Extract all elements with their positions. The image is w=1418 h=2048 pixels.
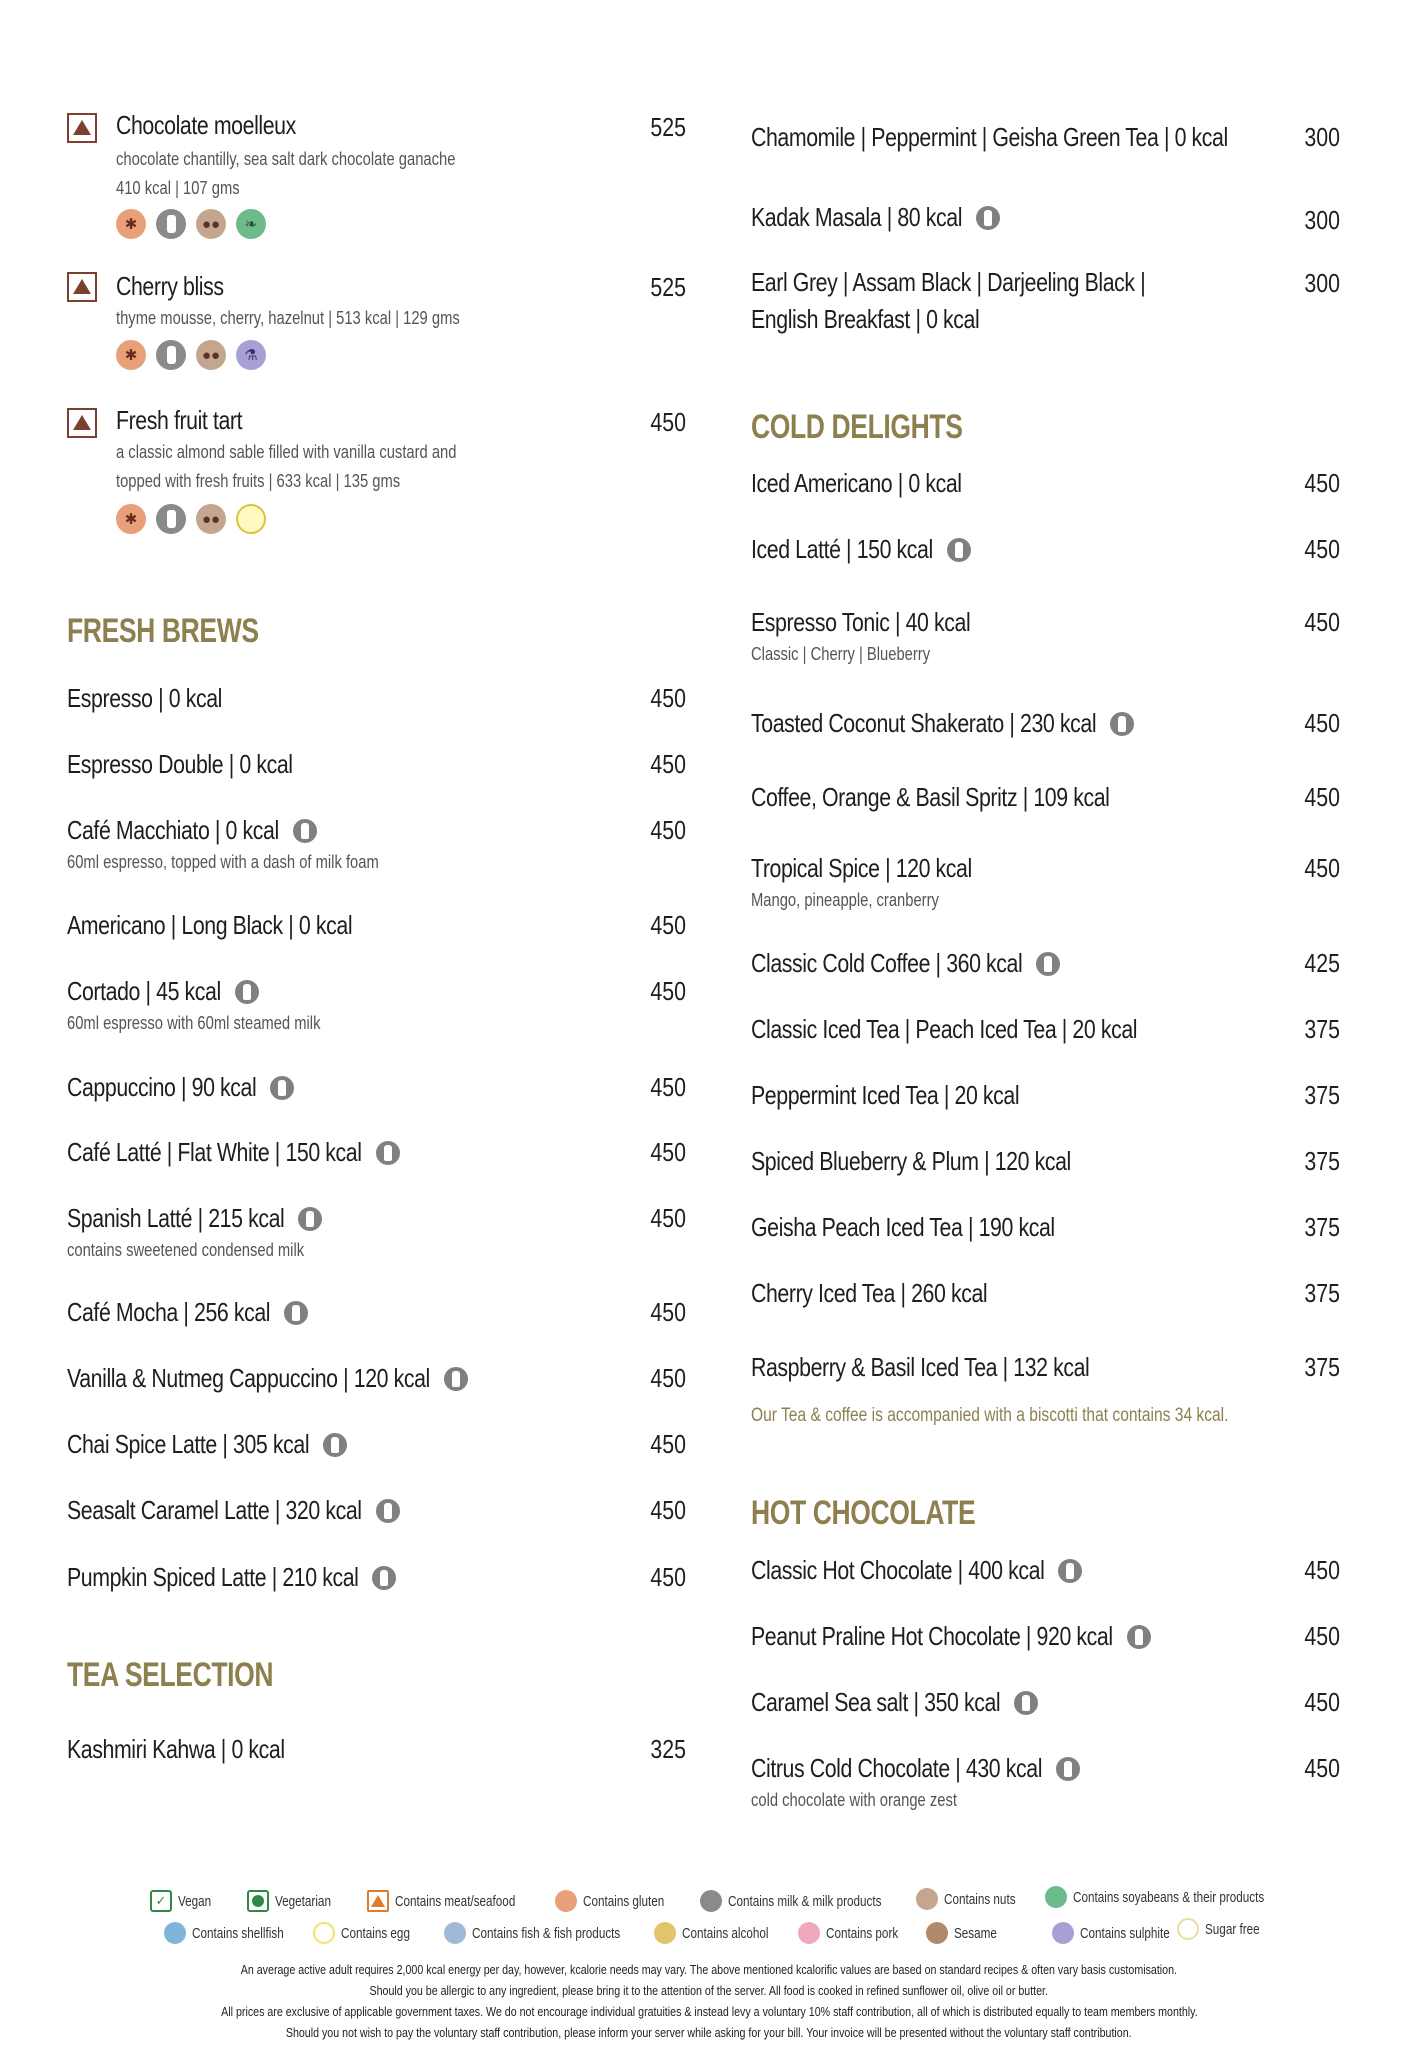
item-name: Peanut Praline Hot Chocolate | 920 kcal bbox=[751, 1621, 1113, 1651]
item-price: 425 bbox=[1304, 948, 1340, 978]
item-price: 375 bbox=[1304, 1014, 1340, 1044]
milk-icon bbox=[976, 206, 1000, 230]
legend-label: Contains fish & fish products bbox=[472, 1924, 621, 1942]
soy-icon bbox=[1045, 1886, 1067, 1908]
item-name: Kashmiri Kahwa | 0 kcal bbox=[67, 1734, 285, 1764]
menu-item bbox=[751, 1014, 1222, 1045]
menu-item bbox=[67, 1072, 298, 1103]
menu-item bbox=[116, 271, 247, 302]
milk-icon bbox=[293, 819, 317, 843]
item-description: thyme mousse, cherry, hazelnut | 513 kcal | 129 gms bbox=[116, 308, 460, 328]
item-price: 300 bbox=[1304, 122, 1340, 152]
menu-item bbox=[116, 110, 335, 141]
item-name: Spanish Latté | 215 kcal bbox=[67, 1203, 285, 1233]
item-price: 450 bbox=[650, 1137, 686, 1167]
milk-icon bbox=[1014, 1691, 1038, 1715]
menu-item bbox=[751, 1352, 1164, 1383]
legend-item-gluten bbox=[555, 1890, 687, 1912]
item-name: Café Latté | Flat White | 150 kcal bbox=[67, 1137, 362, 1167]
menu-item bbox=[67, 1297, 315, 1328]
menu-item bbox=[67, 1562, 422, 1593]
item-name: Spiced Blueberry & Plum | 120 kcal bbox=[751, 1146, 1071, 1176]
item-price: 450 bbox=[650, 683, 686, 713]
biscotti-note: Our Tea & coffee is accompanied with a biscotti that contains 34 kcal. bbox=[751, 1405, 1229, 1426]
legend-label: Contains sulphite bbox=[1080, 1924, 1170, 1942]
legend-label: Contains gluten bbox=[583, 1892, 665, 1910]
item-price: 450 bbox=[650, 1495, 686, 1525]
menu-item bbox=[751, 1212, 1121, 1243]
item-price: 450 bbox=[650, 407, 686, 437]
item-price: 450 bbox=[650, 910, 686, 940]
menu-item bbox=[751, 468, 1008, 499]
menu-item bbox=[67, 910, 415, 941]
item-name: Chocolate moelleux bbox=[116, 110, 296, 140]
legend-label: Vegan bbox=[178, 1892, 212, 1910]
item-price: 450 bbox=[650, 1072, 686, 1102]
item-name: Café Macchiato | 0 kcal bbox=[67, 815, 279, 845]
egg-icon bbox=[313, 1922, 335, 1944]
item-description: Classic | Cherry | Blueberry bbox=[751, 644, 931, 664]
menu-item bbox=[751, 1278, 1039, 1309]
item-name: Earl Grey | Assam Black | Darjeeling Black | bbox=[751, 267, 1146, 297]
item-price: 375 bbox=[1304, 1352, 1340, 1382]
item-price: 525 bbox=[650, 112, 686, 142]
nuts-icon: ●● bbox=[196, 340, 226, 370]
sulphite-icon bbox=[1052, 1922, 1074, 1944]
legend-item-sulphite bbox=[1052, 1922, 1195, 1944]
menu-item bbox=[67, 1495, 426, 1526]
menu-item bbox=[67, 815, 325, 846]
item-name: Peppermint Iced Tea | 20 kcal bbox=[751, 1080, 1020, 1110]
section-heading-fresh-brews: FRESH BREWS bbox=[67, 612, 259, 650]
item-description: Mango, pineapple, cranberry bbox=[751, 890, 939, 910]
legend-item-vegetarian bbox=[247, 1890, 347, 1912]
item-name: Classic Hot Chocolate | 400 kcal bbox=[751, 1555, 1045, 1585]
menu-item bbox=[67, 1203, 332, 1234]
menu-item bbox=[751, 1146, 1141, 1177]
menu-item bbox=[67, 1363, 510, 1394]
legend-item-meat bbox=[367, 1890, 549, 1912]
menu-item bbox=[751, 782, 1188, 813]
item-price: 450 bbox=[650, 815, 686, 845]
item-name: Coffee, Orange & Basil Spritz | 109 kcal bbox=[751, 782, 1110, 812]
legend-label: Contains nuts bbox=[944, 1890, 1016, 1908]
item-price: 450 bbox=[1304, 1687, 1340, 1717]
item-name: Espresso | 0 kcal bbox=[67, 683, 222, 713]
legend-item-nuts bbox=[916, 1888, 1036, 1910]
milk-icon bbox=[376, 1141, 400, 1165]
item-name: Chamomile | Peppermint | Geisha Green Tea | 0 kcal bbox=[751, 122, 1228, 152]
item-price: 525 bbox=[650, 272, 686, 302]
milk-icon bbox=[700, 1890, 722, 1912]
legend-label: Contains pork bbox=[826, 1924, 899, 1942]
menu-item bbox=[751, 534, 973, 565]
legend-item-alcohol bbox=[654, 1922, 793, 1944]
legend-label: Vegetarian bbox=[275, 1892, 331, 1910]
item-name: Kadak Masala | 80 kcal bbox=[751, 202, 963, 232]
milk-icon bbox=[372, 1566, 396, 1590]
item-description: 60ml espresso with 60ml steamed milk bbox=[67, 1013, 321, 1033]
item-price: 450 bbox=[1304, 782, 1340, 812]
menu-item bbox=[67, 749, 342, 780]
item-name: Americano | Long Black | 0 kcal bbox=[67, 910, 353, 940]
item-name: Cherry bliss bbox=[116, 271, 224, 301]
legend-item-sugarfree bbox=[1177, 1918, 1275, 1940]
footer-line: Should you be allergic to any ingredient, please bring it to the attention of the server. All food is cooked in refined sunflower oil, olive oil or butter. bbox=[369, 1983, 1049, 1998]
item-name: Café Mocha | 256 kcal bbox=[67, 1297, 271, 1327]
item-name: Espresso Double | 0 kcal bbox=[67, 749, 293, 779]
section-heading-cold-delights: COLD DELIGHTS bbox=[751, 408, 963, 446]
legend-item-milk bbox=[700, 1890, 925, 1912]
milk-icon bbox=[1056, 1757, 1080, 1781]
sulphite-icon: ⚗ bbox=[236, 340, 266, 370]
legend-label: Contains shellfish bbox=[192, 1924, 284, 1942]
milk-icon bbox=[444, 1367, 468, 1391]
item-name: Iced Americano | 0 kcal bbox=[751, 468, 962, 498]
item-name: Pumpkin Spiced Latte | 210 kcal bbox=[67, 1562, 359, 1592]
contains-meat-seafood-icon bbox=[67, 272, 97, 302]
shellfish-icon bbox=[164, 1922, 186, 1944]
item-description: 60ml espresso, topped with a dash of milk foam bbox=[67, 852, 379, 872]
item-name: Toasted Coconut Shakerato | 230 kcal bbox=[751, 708, 1097, 738]
legend-label: Contains soyabeans & their products bbox=[1073, 1888, 1265, 1906]
item-name: Cappuccino | 90 kcal bbox=[67, 1072, 257, 1102]
sesame-icon bbox=[926, 1922, 948, 1944]
nuts-icon bbox=[916, 1888, 938, 1910]
contains-meat-seafood-icon bbox=[67, 113, 97, 143]
menu-item bbox=[67, 1429, 362, 1460]
legend-label: Sesame bbox=[954, 1924, 997, 1942]
item-name: Cherry Iced Tea | 260 kcal bbox=[751, 1278, 988, 1308]
item-price: 450 bbox=[1304, 534, 1340, 564]
legend-item-sesame bbox=[926, 1922, 1009, 1944]
item-price: 450 bbox=[650, 1429, 686, 1459]
item-price: 325 bbox=[650, 1734, 686, 1764]
item-description: contains sweetened condensed milk bbox=[67, 1240, 305, 1260]
legend-label: Sugar free bbox=[1205, 1920, 1260, 1938]
milk-icon bbox=[235, 980, 259, 1004]
milk-icon bbox=[156, 209, 186, 239]
section-heading-hot-chocolate: HOT CHOCOLATE bbox=[751, 1494, 976, 1532]
menu-item bbox=[751, 1555, 1109, 1586]
legend-label: Contains egg bbox=[341, 1924, 410, 1942]
menu-item bbox=[751, 1687, 1055, 1718]
item-name: Citrus Cold Chocolate | 430 kcal bbox=[751, 1753, 1043, 1783]
milk-icon bbox=[1127, 1625, 1151, 1649]
vegan-icon: ✓ bbox=[150, 1890, 172, 1912]
menu-item bbox=[751, 607, 1018, 638]
milk-icon bbox=[1058, 1559, 1082, 1583]
item-name: Tropical Spice | 120 kcal bbox=[751, 853, 972, 883]
item-price: 450 bbox=[1304, 1621, 1340, 1651]
legend-label: Contains meat/seafood bbox=[395, 1892, 516, 1910]
menu-item bbox=[751, 267, 1232, 335]
item-price: 450 bbox=[1304, 468, 1340, 498]
menu-item bbox=[751, 1753, 1106, 1784]
menu-item bbox=[67, 1137, 426, 1168]
item-price: 375 bbox=[1304, 1212, 1340, 1242]
egg-icon bbox=[236, 504, 266, 534]
footer-line: Should you not wish to pay the voluntary staff contribution, please inform your server while asking for your bill. Your invoice will be presented without the voluntary staff contribution. bbox=[286, 2025, 1132, 2040]
item-price: 375 bbox=[1304, 1080, 1340, 1110]
menu-item bbox=[751, 708, 1172, 739]
item-price: 450 bbox=[1304, 1753, 1340, 1783]
item-price: 450 bbox=[650, 1297, 686, 1327]
item-price: 300 bbox=[1304, 268, 1340, 298]
gluten-icon: ✱ bbox=[116, 504, 146, 534]
milk-icon bbox=[156, 340, 186, 370]
item-price: 450 bbox=[650, 976, 686, 1006]
item-description: cold chocolate with orange zest bbox=[751, 1790, 957, 1810]
menu-item bbox=[67, 976, 255, 1007]
item-description: chocolate chantilly, sea salt dark chocolate ganache 410 kcal | 107 gms bbox=[116, 149, 456, 198]
milk-icon bbox=[947, 538, 971, 562]
gluten-icon: ✱ bbox=[116, 209, 146, 239]
legend-label: Contains alcohol bbox=[682, 1924, 769, 1942]
milk-icon bbox=[270, 1076, 294, 1100]
item-name: Classic Cold Coffee | 360 kcal bbox=[751, 948, 1023, 978]
milk-icon bbox=[284, 1301, 308, 1325]
menu-item bbox=[751, 853, 1020, 884]
soy-icon: ❧ bbox=[236, 209, 266, 239]
item-name: Espresso Tonic | 40 kcal bbox=[751, 607, 971, 637]
legend-item-vegan bbox=[150, 1890, 221, 1912]
legend-label: Contains milk & milk products bbox=[728, 1892, 882, 1910]
allergen-icons bbox=[116, 504, 266, 534]
menu-item bbox=[67, 1734, 332, 1765]
sugarfree-icon bbox=[1177, 1918, 1199, 1940]
milk-icon bbox=[298, 1207, 322, 1231]
nuts-icon: ●● bbox=[196, 209, 226, 239]
legend-item-fish bbox=[444, 1922, 662, 1944]
item-name: Seasalt Caramel Latte | 320 kcal bbox=[67, 1495, 362, 1525]
item-name: Chai Spice Latte | 305 kcal bbox=[67, 1429, 310, 1459]
fish-icon bbox=[444, 1922, 466, 1944]
item-name-continued: English Breakfast | 0 kcal bbox=[751, 304, 980, 334]
item-price: 450 bbox=[650, 1562, 686, 1592]
item-price: 450 bbox=[1304, 708, 1340, 738]
item-price: 450 bbox=[650, 749, 686, 779]
item-name: Geisha Peach Iced Tea | 190 kcal bbox=[751, 1212, 1055, 1242]
milk-icon bbox=[323, 1433, 347, 1457]
item-description: a classic almond sable filled with vanilla custard and topped with fresh fruits | 633 kcal | 135 gms bbox=[116, 442, 457, 491]
allergen-icons bbox=[116, 340, 266, 370]
milk-icon bbox=[376, 1499, 400, 1523]
menu-item bbox=[67, 683, 256, 714]
menu-item bbox=[751, 948, 1082, 979]
footer-line: All prices are exclusive of applicable government taxes. We do not encourage individual gratuities & instead levy a voluntary 10% staff contribution, all of which is distributed equally to team members monthly. bbox=[220, 2004, 1198, 2019]
item-price: 300 bbox=[1304, 205, 1340, 235]
item-name: Raspberry & Basil Iced Tea | 132 kcal bbox=[751, 1352, 1090, 1382]
menu-item bbox=[751, 1080, 1078, 1111]
meat-icon bbox=[367, 1890, 389, 1912]
item-name: Cortado | 45 kcal bbox=[67, 976, 221, 1006]
item-name: Fresh fruit tart bbox=[116, 405, 243, 435]
item-price: 450 bbox=[1304, 1555, 1340, 1585]
contains-meat-seafood-icon bbox=[67, 408, 97, 438]
item-name: Vanilla & Nutmeg Cappuccino | 120 kcal bbox=[67, 1363, 430, 1393]
gluten-icon: ✱ bbox=[116, 340, 146, 370]
vegetarian-icon bbox=[247, 1890, 269, 1912]
menu-item bbox=[751, 122, 1333, 153]
gluten-icon bbox=[555, 1890, 577, 1912]
menu-item bbox=[116, 405, 270, 436]
item-name: Iced Latté | 150 kcal bbox=[751, 534, 933, 564]
section-heading-tea-selection: TEA SELECTION bbox=[67, 1656, 274, 1694]
nuts-icon: ●● bbox=[196, 504, 226, 534]
pork-icon bbox=[798, 1922, 820, 1944]
item-price: 375 bbox=[1304, 1146, 1340, 1176]
menu-item bbox=[751, 202, 1008, 233]
legend-item-soy bbox=[1045, 1886, 1318, 1908]
legend-item-shellfish bbox=[164, 1922, 310, 1944]
item-name: Classic Iced Tea | Peach Iced Tea | 20 kcal bbox=[751, 1014, 1138, 1044]
menu-item bbox=[751, 1621, 1192, 1652]
milk-icon bbox=[156, 504, 186, 534]
item-price: 450 bbox=[1304, 853, 1340, 883]
legend-item-pork bbox=[798, 1922, 919, 1944]
item-name: Caramel Sea salt | 350 kcal bbox=[751, 1687, 1001, 1717]
alcohol-icon bbox=[654, 1922, 676, 1944]
allergen-icons bbox=[116, 209, 266, 239]
item-price: 375 bbox=[1304, 1278, 1340, 1308]
legend-item-egg bbox=[313, 1922, 429, 1944]
milk-icon bbox=[1036, 952, 1060, 976]
item-price: 450 bbox=[1304, 607, 1340, 637]
item-price: 450 bbox=[650, 1203, 686, 1233]
milk-icon bbox=[1110, 712, 1134, 736]
footer-line: An average active adult requires 2,000 kcal energy per day, however, kcalorie needs may vary. The above mentioned kcalorific values are based on standard recipes & often vary basis customisation. bbox=[240, 1962, 1178, 1977]
item-price: 450 bbox=[650, 1363, 686, 1393]
